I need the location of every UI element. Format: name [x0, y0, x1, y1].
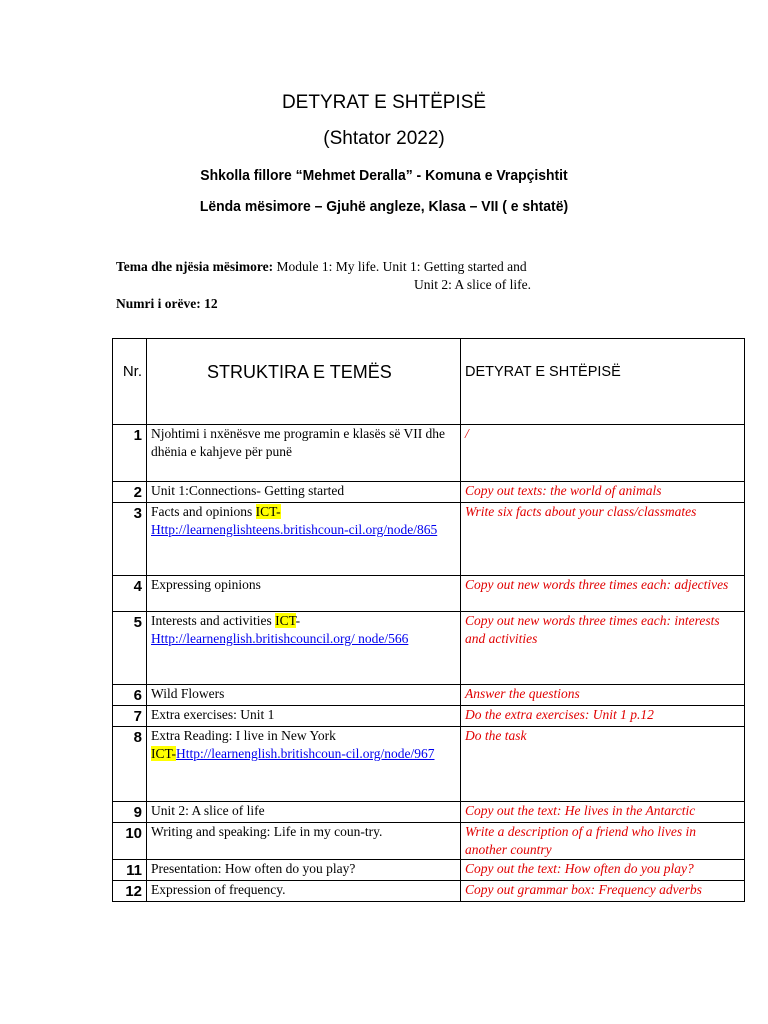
- row-number: 2: [113, 482, 147, 503]
- row-number: 12: [113, 881, 147, 902]
- hours-value: 12: [204, 296, 218, 311]
- row-homework: Do the task: [461, 727, 745, 802]
- row-number: 10: [113, 823, 147, 860]
- resource-link[interactable]: Http://learnenglish.britishcouncil.org/ node/566: [151, 631, 409, 646]
- table-header-row: [113, 339, 745, 425]
- subject-line: Lënda mësimore – Gjuhë angleze, Klasa – VII ( e shtatë): [199, 198, 569, 215]
- topic-value: Module 1: My life. Unit 1: Getting started and: [276, 259, 527, 274]
- row-number: 11: [113, 860, 147, 881]
- table-row: [113, 823, 745, 860]
- row-homework: Copy out new words three times each: adjectives: [461, 576, 745, 612]
- ict-suffix: -: [295, 613, 301, 628]
- row-structure: Extra exercises: Unit 1: [147, 706, 461, 727]
- hours-line: [116, 296, 218, 312]
- row-structure: Unit 1:Connections- Getting started: [147, 482, 461, 503]
- row-homework: Answer the questions: [461, 685, 745, 706]
- resource-link[interactable]: Http://learnenglish.britishcoun-cil.org/node/967: [176, 746, 435, 761]
- row-homework: Copy out new words three times each: interests and activities: [461, 612, 745, 685]
- table-row: [113, 881, 745, 902]
- header-homework: DETYRAT E SHTËPISË: [461, 339, 745, 425]
- row-homework: Copy out the text: He lives in the Antarctic: [461, 802, 745, 823]
- row-structure: Wild Flowers: [147, 685, 461, 706]
- row-homework: Do the extra exercises: Unit 1 p.12: [461, 706, 745, 727]
- table-row: [113, 503, 745, 576]
- table-row: [113, 482, 745, 503]
- document-title: DETYRAT E SHTËPISË: [281, 92, 487, 113]
- row-number: 4: [113, 576, 147, 612]
- topic-label: Tema dhe njësia mësimore:: [116, 259, 274, 274]
- row-structure-text: Extra Reading: I live in New York: [151, 728, 336, 743]
- row-structure: [147, 503, 461, 576]
- row-number: 3: [113, 503, 147, 576]
- table-row: [113, 802, 745, 823]
- hours-label: Numri i orëve:: [116, 296, 201, 311]
- topic-value-continued: Unit 2: A slice of life.: [414, 277, 531, 292]
- table-row: [113, 425, 745, 482]
- row-homework: Copy out the text: How often do you play?: [461, 860, 745, 881]
- row-structure: Writing and speaking: Life in my coun-try.: [147, 823, 461, 860]
- ict-highlight: ICT: [275, 613, 296, 628]
- table-row: [113, 727, 745, 802]
- row-number: 9: [113, 802, 147, 823]
- row-structure: Njohtimi i nxënësve me programin e klasës së VII dhe dhënia e kahjeve për punë: [147, 425, 461, 482]
- row-number: 6: [113, 685, 147, 706]
- row-homework: Copy out texts: the world of animals: [461, 482, 745, 503]
- row-structure-text: Interests and activities: [151, 613, 276, 628]
- row-number: 1: [113, 425, 147, 482]
- row-structure: Expression of frequency.: [147, 881, 461, 902]
- row-homework: Write six facts about your class/classmates: [461, 503, 745, 576]
- row-number: 7: [113, 706, 147, 727]
- row-structure: Expressing opinions: [147, 576, 461, 612]
- ict-highlight: ICT-: [255, 504, 281, 519]
- school-name: Shkolla fillore “Mehmet Deralla” - Komuna e Vrapçishtit: [200, 167, 568, 184]
- document-period: (Shtator 2022): [323, 128, 445, 149]
- table-row: [113, 685, 745, 706]
- table-row: [113, 706, 745, 727]
- row-homework: Copy out grammar box: Frequency adverbs: [461, 881, 745, 902]
- homework-table: [112, 338, 745, 902]
- row-structure: [147, 727, 461, 802]
- row-homework: /: [461, 425, 745, 482]
- header-nr: Nr.: [113, 339, 147, 425]
- table-row: [113, 576, 745, 612]
- row-number: 5: [113, 612, 147, 685]
- table-row: [113, 860, 745, 881]
- header-structure: STRUKTIRA E TEMËS: [147, 339, 461, 425]
- table-row: [113, 612, 745, 685]
- row-structure: Presentation: How often do you play?: [147, 860, 461, 881]
- row-structure: [147, 612, 461, 685]
- row-homework: Write a description of a friend who lives in another country: [461, 823, 745, 860]
- row-number: 8: [113, 727, 147, 802]
- row-structure: Unit 2: A slice of life: [147, 802, 461, 823]
- topic-line: [116, 259, 527, 275]
- ict-highlight: ICT-: [151, 746, 177, 761]
- resource-link[interactable]: Http://learnenglishteens.britishcoun-cil.org/node/865: [151, 522, 438, 537]
- row-structure-text: Facts and opinions: [151, 504, 256, 519]
